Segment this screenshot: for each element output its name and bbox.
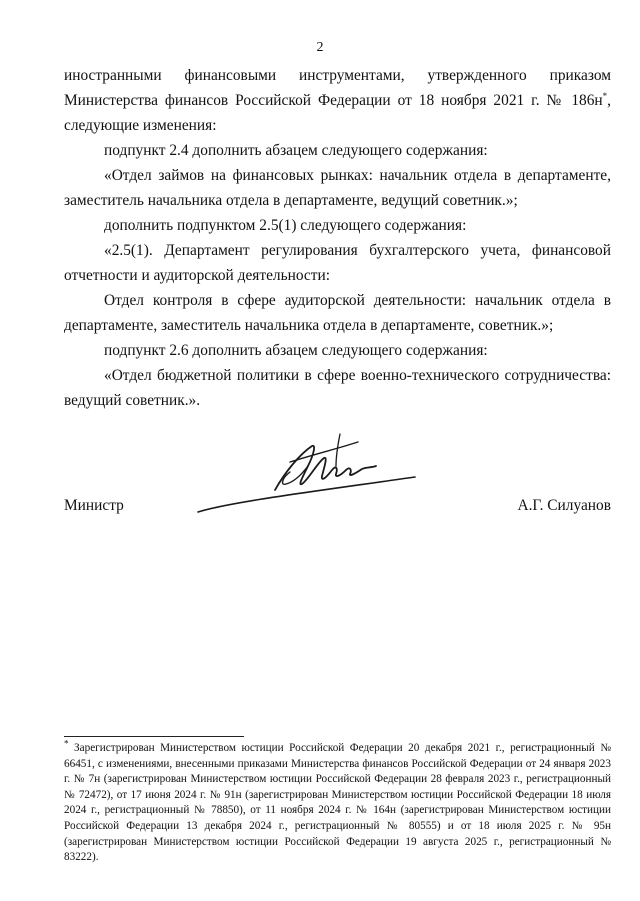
paragraph-audit-control-department: Отдел контроля в сфере аудиторской деятельности: начальник отдела в департаменте, заместитель начальника отдела в департаменте, советник.»; xyxy=(64,292,611,334)
signatory-name: А.Г. Силуанов xyxy=(517,497,611,514)
paragraph-subitem-2-6: подпункт 2.6 дополнить абзацем следующего содержания: xyxy=(104,342,488,359)
paragraph-quote-accounting-department: «2.5(1). Департамент регулирования бухгалтерского учета, финансовой отчетности и аудиторской деятельности: xyxy=(64,242,611,284)
paragraph-quote-budget-policy-department: «Отдел бюджетной политики в сфере военно-технического сотрудничества: ведущий советник.». xyxy=(64,367,611,409)
footnote-text: Зарегистрирован Министерством юстиции Российской Федерации 20 декабря 2021 г., регистрационный № 66451, с изменениями, внесенными приказами Министерства финансов Российской Федерации от 24 января 2023 г. № 7н (зарегистрирован Министерством юстиции Российской Федерации 28 февраля 2023 г., регистрационный № 72472), от 17 июня 2024 г. № 91н (зарегистрирован Министерством юстиции Российской Федерации 18 июля 2024 г., регистрационный № 78850), от 11 ноября 2024 г. № 164н (зарегистрирован Министерством юстиции Российской Федерации 13 декабря 2024 г., регистрационный № 80555) и от 18 июля 2025 г. № 95н (зарегистрирован Министерством юстиции Российской Федерации 19 августа 2025 г., регистрационный № 83222). xyxy=(64,742,611,864)
document-body xyxy=(64,63,611,413)
signature-block xyxy=(64,497,611,519)
paragraph-quote-loans-department: «Отдел займов на финансовых рынках: начальник отдела в департаменте, заместитель начальника отдела в департаменте, ведущий советник.»; xyxy=(64,167,611,209)
footnote xyxy=(64,738,611,866)
paragraph-intro-text: иностранными финансовыми инструментами, утвержденного приказом Министерства финансов Российской Федерации от 18 ноября 2021 г. № 186н xyxy=(64,67,611,109)
paragraph-intro xyxy=(64,63,611,138)
footnote-reference: * xyxy=(602,90,608,101)
footnote-mark: * xyxy=(64,738,69,749)
paragraph-add-subitem-2-5-1: дополнить подпунктом 2.5(1) следующего содержания: xyxy=(104,217,467,234)
footnote-divider xyxy=(64,736,244,737)
page-number: 2 xyxy=(316,40,324,55)
signatory-position: Министр xyxy=(64,497,124,514)
paragraph-subitem-2-4: подпункт 2.4 дополнить абзацем следующего содержания: xyxy=(104,142,488,159)
paragraph-intro-tail: , следующие изменения: xyxy=(64,92,611,134)
